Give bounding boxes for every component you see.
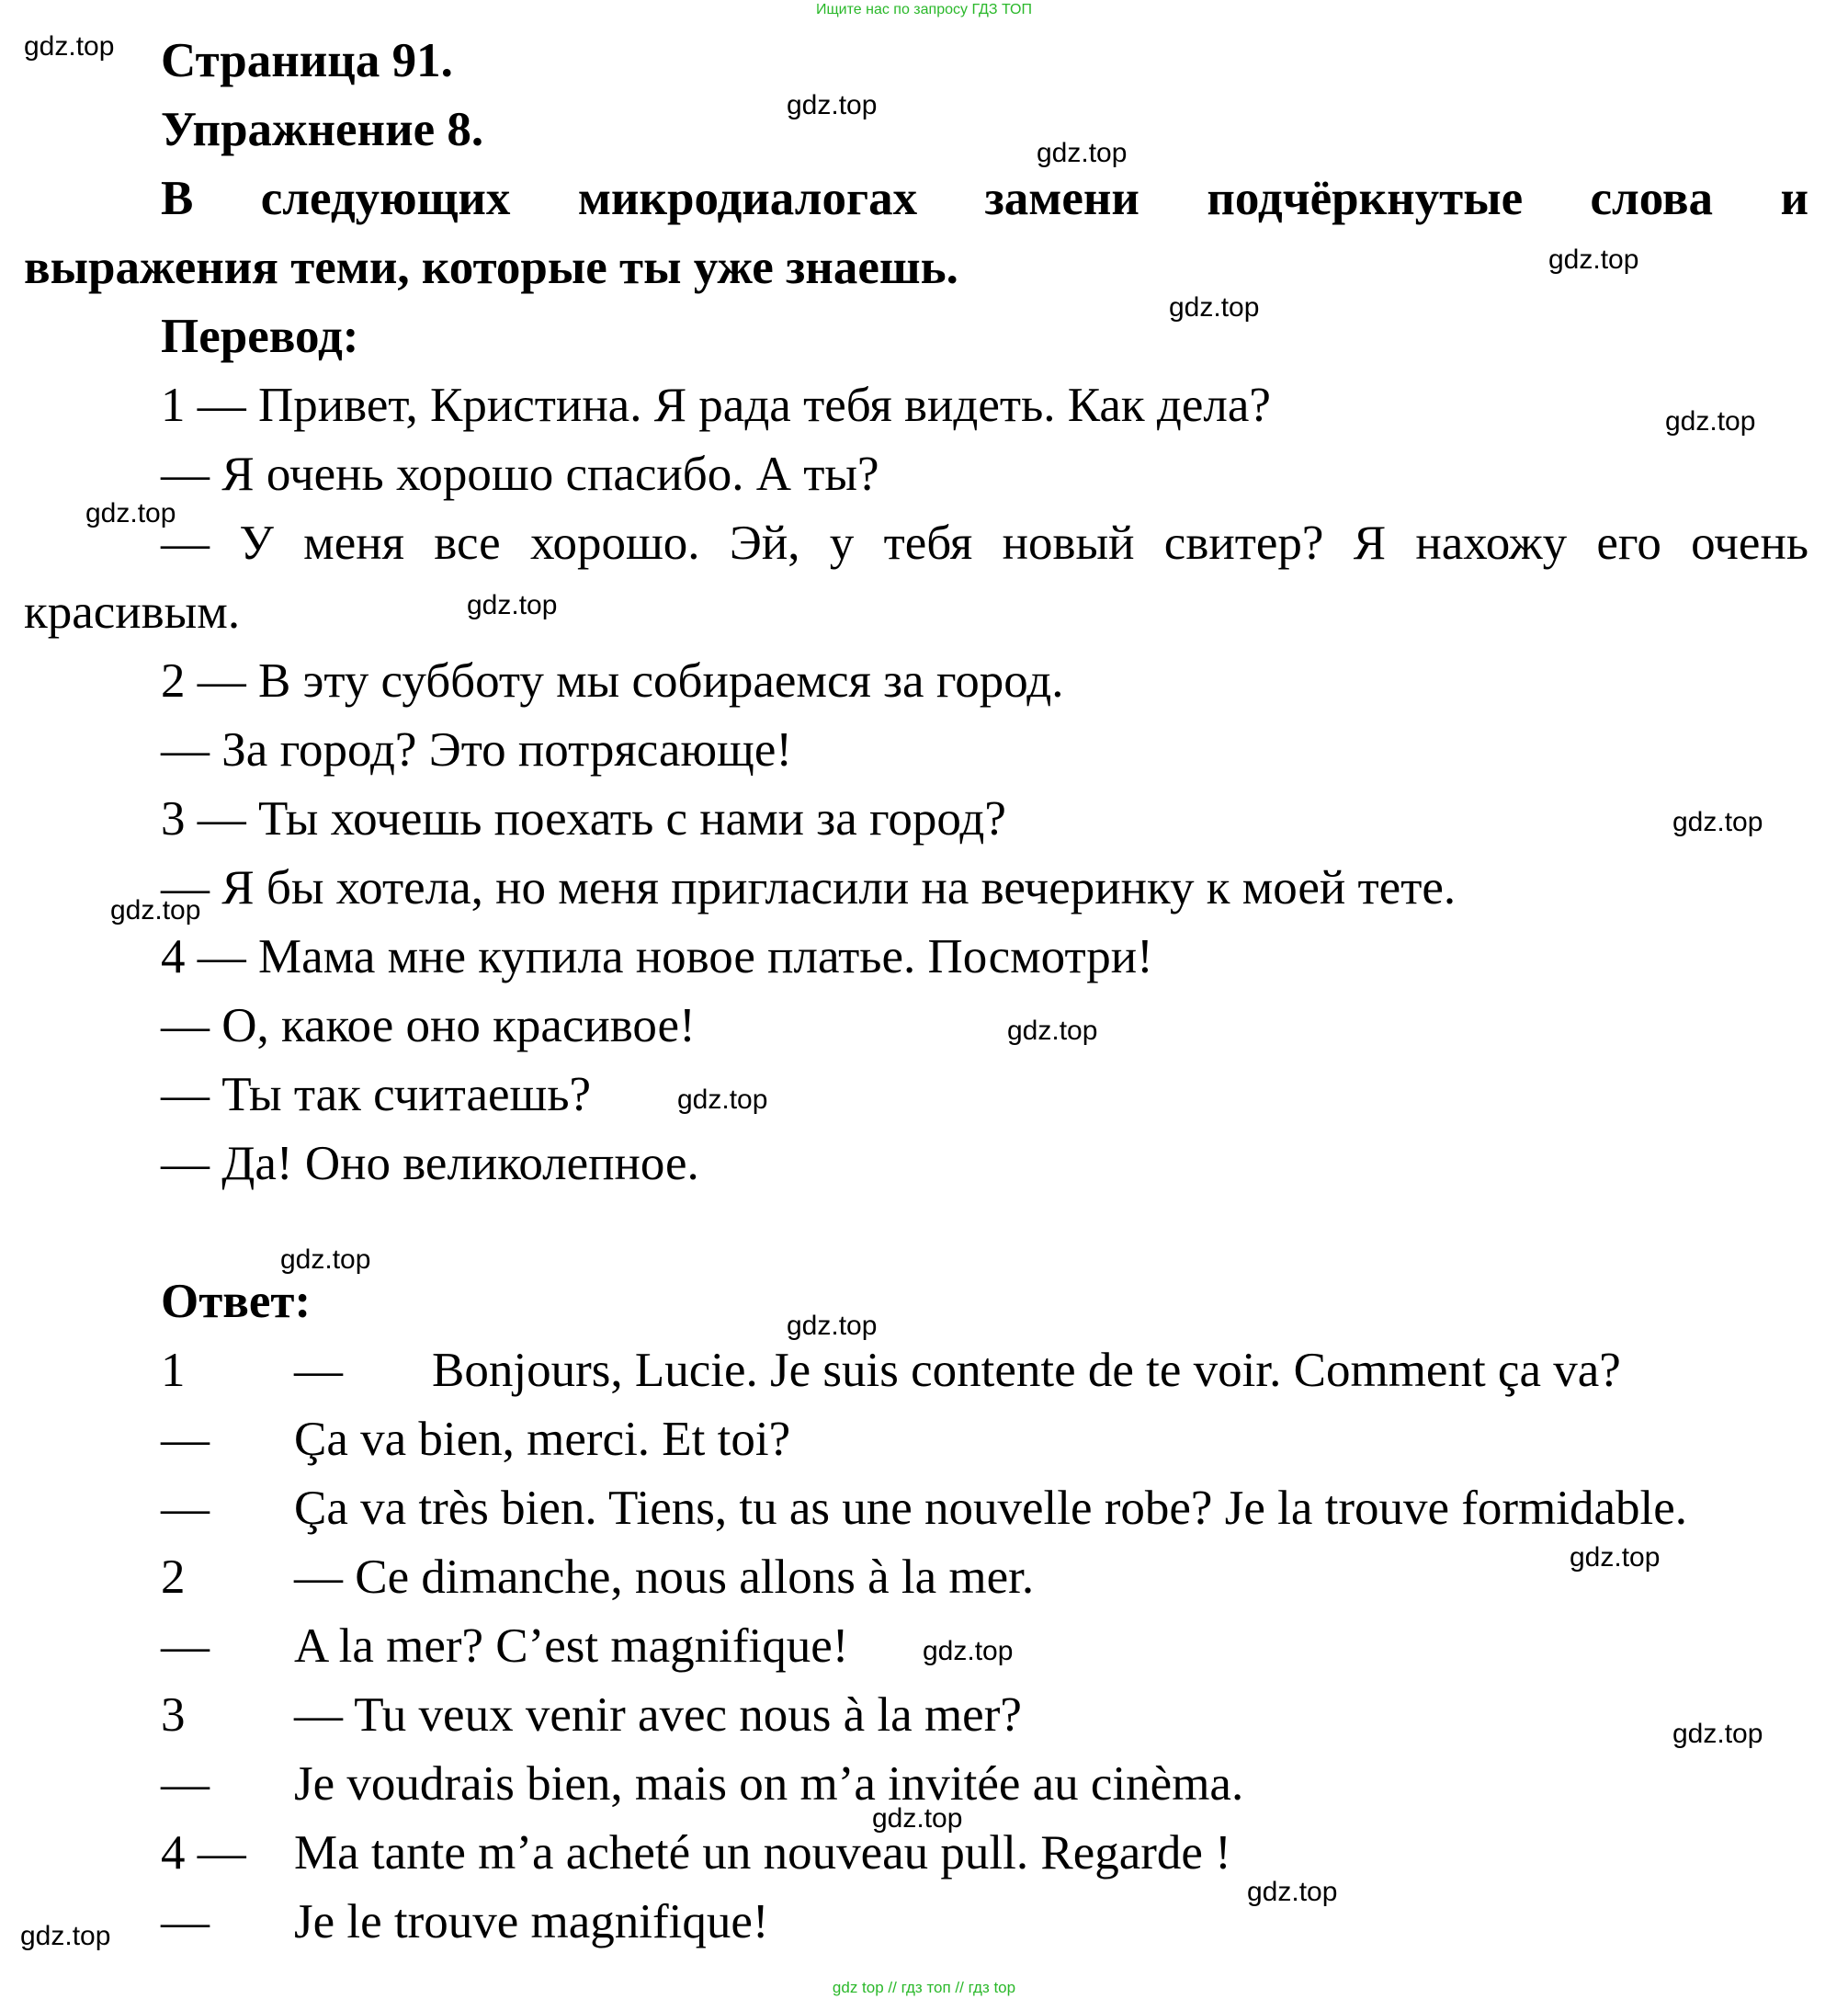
exercise-title: Упражнение 8. — [161, 103, 484, 156]
answer-line: — Ce dimanche, nous allons à la mer. — [294, 1550, 1035, 1604]
answer-line: A la mer? C’est magnifique! — [294, 1619, 849, 1673]
answer-line: — Tu veux venir avec nous à la mer? — [294, 1688, 1022, 1742]
translation-line: 2 — В эту субботу мы собираемся за город. — [161, 654, 1064, 708]
answer-line: Je voudrais bien, mais on m’a invitée au cinèma. — [294, 1757, 1244, 1811]
answer-line: Je le trouve magnifique! — [294, 1895, 769, 1948]
watermark: gdz.top — [20, 1921, 111, 1951]
watermark: gdz.top — [923, 1636, 1014, 1666]
translation-line: — У меня все хорошо. Эй, у тебя новый свитер? Я нахожу его очень — [161, 517, 1808, 570]
watermark: gdz.top — [787, 1311, 878, 1341]
translation-line: — Я бы хотела, но меня пригласили на вечеринку к моей тете. — [161, 861, 1457, 914]
watermark: gdz.top — [24, 31, 115, 62]
watermark: gdz.top — [1037, 138, 1128, 168]
answer-dash: — — [161, 1757, 210, 1811]
watermark: gdz.top — [677, 1085, 768, 1115]
answer-dash: — — [161, 1619, 210, 1673]
answer-line: Ma tante m’a acheté un nouveau pull. Regarde ! — [294, 1826, 1231, 1880]
answer-number: 2 — [161, 1550, 186, 1604]
watermark: gdz.top — [1247, 1877, 1338, 1907]
watermark: gdz.top — [1169, 292, 1260, 323]
watermark: gdz.top — [85, 498, 176, 528]
watermark: gdz.top — [467, 590, 558, 620]
translation-line: — О, какое оно красивое! — [161, 999, 696, 1052]
task-line-1: В следующих микродиалогах замени подчёркнутые слова и — [161, 172, 1808, 225]
translation-line: — Я очень хорошо спасибо. А ты? — [161, 448, 879, 501]
answer-dash: — — [161, 1413, 210, 1466]
answer-line: Bonjours, Lucie. Je suis contente de te voir. Comment ça va? — [432, 1344, 1621, 1397]
watermark: gdz.top — [1665, 406, 1756, 437]
watermark: gdz.top — [872, 1803, 963, 1834]
watermark: gdz.top — [1007, 1016, 1098, 1046]
translation-heading: Перевод: — [161, 310, 359, 363]
translation-line: — Ты так считаешь? — [161, 1068, 592, 1121]
watermark: gdz.top — [1570, 1542, 1661, 1573]
answer-number: 1 — [161, 1344, 186, 1397]
page-title: Страница 91. — [161, 34, 453, 87]
answer-dash: — — [294, 1344, 343, 1397]
top-banner: Ищите нас по запросу ГДЗ ТОП — [816, 2, 1032, 17]
answer-line: Ça va bien, merci. Et toi? — [294, 1413, 791, 1466]
watermark: gdz.top — [280, 1244, 371, 1275]
answer-dash: — — [161, 1895, 210, 1948]
answer-dash: — — [161, 1482, 210, 1535]
answer-number: 3 — [161, 1688, 186, 1742]
watermark: gdz.top — [1672, 1719, 1763, 1749]
task-line-2: выражения теми, которые ты уже знаешь. — [24, 241, 958, 294]
watermark: gdz.top — [1672, 807, 1763, 837]
translation-line: — Да! Оно великолепное. — [161, 1137, 699, 1190]
translation-line: красивым. — [24, 585, 241, 639]
watermark: gdz.top — [110, 895, 201, 926]
answer-line: Ça va très bien. Tiens, tu as une nouvelle robe? Je la trouve formidable. — [294, 1482, 1688, 1535]
answer-number: 4 — — [161, 1826, 246, 1880]
translation-line: 1 — Привет, Кристина. Я рада тебя видеть. Как дела? — [161, 379, 1271, 432]
translation-line: 3 — Ты хочешь поехать с нами за город? — [161, 792, 1006, 846]
translation-line: — За город? Это потрясающе! — [161, 723, 793, 777]
translation-line: 4 — Мама мне купила новое платье. Посмотри! — [161, 930, 1153, 983]
watermark: gdz.top — [1548, 244, 1639, 275]
answer-heading: Ответ: — [161, 1275, 312, 1328]
footer: gdz top // гдз топ // гдз top — [832, 1979, 1016, 1996]
watermark: gdz.top — [787, 90, 878, 120]
